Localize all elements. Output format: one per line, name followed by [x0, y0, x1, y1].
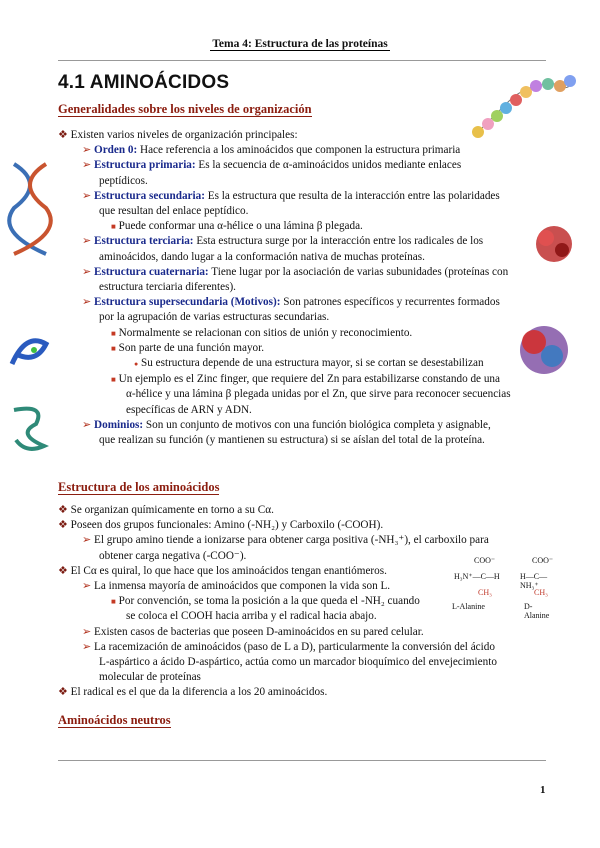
- arrow-bullet-icon: ➢: [82, 296, 92, 309]
- section-heading-estructura: Estructura de los aminoácidos: [58, 480, 220, 494]
- tertiary-protein-illustration: [532, 222, 576, 266]
- running-header: Tema 4: Estructura de las proteínas: [212, 38, 388, 50]
- list-item-cont: peptídicos.: [99, 174, 148, 187]
- l-ch3-label: CH₃: [478, 588, 492, 597]
- list-item-cont: específicas de ARN y ADN.: [126, 403, 252, 416]
- l-center-label: H₃N⁺—C—H: [454, 572, 500, 581]
- arrow-bullet-icon: ➢: [82, 625, 92, 638]
- amino-acid-chain-illustration: [468, 72, 578, 144]
- diamond-bullet-icon: ❖: [58, 686, 68, 699]
- square-bullet-icon: ■: [111, 328, 116, 338]
- footer-rule: [58, 760, 546, 761]
- arrow-bullet-icon: ➢: [82, 189, 92, 202]
- diamond-bullet-icon: ❖: [58, 519, 68, 532]
- list-item: ➢ Estructura secundaria: Es la estructura que resulta de la interacción entre las polaridades: [82, 189, 500, 202]
- d-coo-label: COO⁻: [532, 556, 554, 565]
- square-bullet-icon: ■: [111, 375, 116, 385]
- list-item: ● Su estructura depende de una estructura mayor, si se cortan se desestabilizan: [134, 357, 484, 370]
- d-alanine-name: D-Alanine: [524, 602, 550, 620]
- list-item-cont: estructura terciaria diferentes).: [99, 281, 236, 294]
- list-item: ❖ El radical es el que da la diferencia a los 20 aminoácidos.: [58, 686, 328, 699]
- list-item: ❖ Poseen dos grupos funcionales: Amino (-NH₂) y Carboxilo (-COOH).: [58, 519, 384, 532]
- square-bullet-icon: ■: [111, 597, 116, 607]
- square-bullet-icon: ■: [111, 222, 116, 232]
- list-item-cont: que resultan del enlace peptídico.: [99, 205, 249, 218]
- list-item: ■ Por convención, se toma la posición a la que queda el -NH₂ cuando: [111, 595, 420, 608]
- l-alanine-name: L-Alanine: [452, 602, 485, 611]
- list-item: ➢ Dominios: Son un conjunto de motivos con una función biológica completa y asignable,: [82, 418, 491, 431]
- list-item: ➢ Estructura terciaria: Esta estructura surge por la interacción entre los radicales de los: [82, 235, 484, 248]
- list-item: ➢ El grupo amino tiende a ionizarse para obtener carga positiva (-NH₃⁺), el carboxilo para: [82, 534, 489, 547]
- quaternary-protein-illustration: [516, 322, 572, 378]
- list-item: ■ Un ejemplo es el Zinc finger, que requiere del Zn para estabilizarse constando de una: [111, 373, 500, 386]
- list-item-cont: L-aspártico a ácido D-aspártico, actúa como un marcador bioquímico del envejecimiento: [99, 656, 497, 669]
- arrow-bullet-icon: ➢: [82, 640, 92, 653]
- arrow-bullet-icon: ➢: [82, 159, 92, 172]
- list-item: ❖ El Cα es quiral, lo que hace que los aminoácidos tengan enantiómeros.: [58, 564, 387, 577]
- list-item: ➢ Estructura supersecundaria (Motivos): Son patrones específicos y recurrentes formados: [82, 296, 500, 309]
- l-coo-label: COO⁻: [474, 556, 496, 565]
- list-item-cont: α-hélice y una lámina β plegada unidas por el Zn, que sirve para reconocer secuencias: [126, 388, 511, 401]
- section-heading-niveles: Generalidades sobre los niveles de organización: [58, 102, 312, 116]
- list-item: ➢ Estructura primaria: Es la secuencia de α-aminoácidos unidos mediante enlaces: [82, 159, 462, 172]
- page-title: 4.1 AMINOÁCIDOS: [58, 72, 230, 93]
- arrow-bullet-icon: ➢: [82, 580, 92, 593]
- list-item: ■ Normalmente se relacionan con sitios de unión y reconocimiento.: [111, 326, 413, 339]
- list-item: ➢ Estructura cuaternaria: Tiene lugar por la asociación de varias subunidades (proteínas con: [82, 265, 509, 278]
- list-item: ➢ Existen casos de bacterias que poseen D-aminoácidos en su pared celular.: [82, 625, 424, 638]
- arrow-bullet-icon: ➢: [82, 534, 92, 547]
- list-item: ➢ La racemización de aminoácidos (paso de L a D), particularmente la conversión del ácido: [82, 640, 495, 653]
- list-item: ■ Puede conformar una α-hélice o una lámina β plegada.: [111, 220, 363, 233]
- d-ch3-label: CH₃: [534, 588, 548, 597]
- header-rule: [58, 60, 546, 61]
- list-item: ❖ Existen varios niveles de organización principales:: [58, 129, 298, 141]
- list-item-cont: que realizan su función (y mantienen su estructura) si se aíslan del total de la proteína.: [99, 434, 485, 447]
- alanine-enantiomers-figure: [452, 556, 554, 620]
- arrow-bullet-icon: ➢: [82, 265, 92, 278]
- page-number: 1: [540, 784, 546, 796]
- list-item: ➢ Orden 0: Hace referencia a los aminoácidos que componen la estructura primaria: [82, 144, 461, 157]
- diamond-bullet-icon: ❖: [58, 129, 68, 141]
- arrow-bullet-icon: ➢: [82, 235, 92, 248]
- section-heading-neutros: Aminoácidos neutros: [58, 713, 171, 727]
- list-item: ➢ La inmensa mayoría de aminoácidos que componen la vida son L.: [82, 580, 391, 593]
- list-item-cont: aminoácidos, dando lugar a la conformación nativa de muchas proteínas.: [99, 250, 425, 263]
- zinc-finger-illustration: [6, 324, 56, 374]
- list-item: ❖ Se organizan químicamente en torno a su Cα.: [58, 504, 274, 516]
- arrow-bullet-icon: ➢: [82, 144, 92, 157]
- domain-protein-illustration: [6, 400, 56, 456]
- dot-bullet-icon: ●: [134, 360, 139, 369]
- square-bullet-icon: ■: [111, 343, 116, 353]
- list-item-cont: obtener carga negativa (-COO⁻).: [99, 549, 247, 562]
- list-item-cont: se coloca el COOH hacia arriba y el radical hacia abajo.: [126, 610, 377, 623]
- list-item-cont: por la agrupación de varias estructuras secundarias.: [99, 311, 330, 324]
- list-item-cont: molecular de proteínas: [99, 671, 201, 684]
- section-niveles-body: [58, 128, 558, 448]
- d-center-label: H—C—NH₃⁺: [520, 572, 548, 590]
- dna-helix-illustration: [6, 160, 54, 258]
- diamond-bullet-icon: ❖: [58, 504, 68, 516]
- list-item: ■ Son parte de una función mayor.: [111, 341, 265, 354]
- arrow-bullet-icon: ➢: [82, 418, 92, 431]
- diamond-bullet-icon: ❖: [58, 564, 68, 577]
